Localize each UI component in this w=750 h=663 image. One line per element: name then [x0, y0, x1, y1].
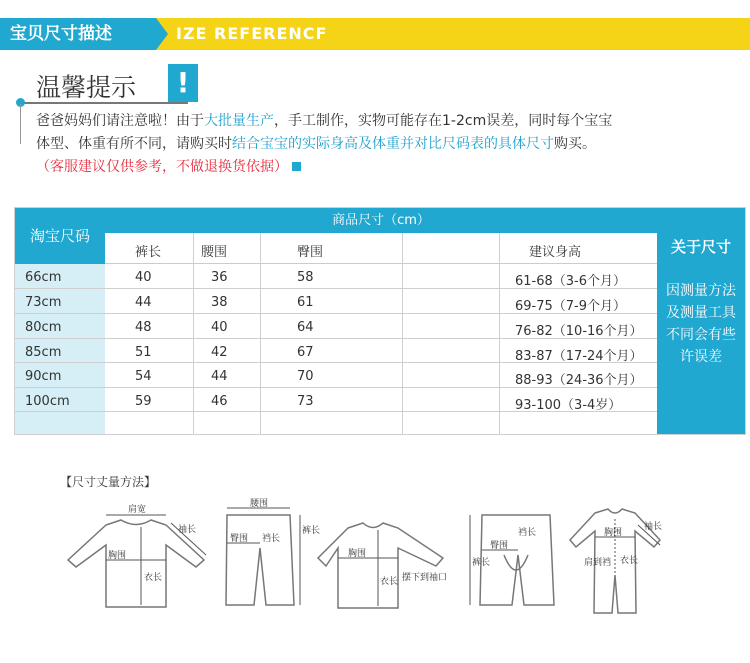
table-row-pants: 59 — [135, 394, 152, 409]
size-table — [14, 207, 746, 435]
label-sleeve: 袖长 — [178, 525, 197, 535]
column-header-waist: 腰围 — [201, 245, 228, 260]
table-row-waist: 44 — [211, 369, 228, 384]
tip-line-3: （客服建议仅供参考，不做退换货依据） — [36, 156, 748, 179]
top-diagram-svg — [66, 505, 216, 615]
table-row-height: 93-100（3-4岁） — [515, 398, 622, 413]
grid-line — [260, 233, 261, 434]
table-row-height: 76-82（10-16个月） — [515, 324, 643, 339]
label-shoulder: 肩宽 — [128, 505, 147, 515]
exclamation-icon: ! — [168, 64, 198, 102]
pants-diagram-svg — [222, 499, 321, 613]
label-hip: 臀围 — [230, 534, 249, 544]
romper-diagram — [570, 505, 670, 624]
column-header-height: 建议身高 — [529, 245, 582, 260]
label-hem-to-cuff: 摆下到袖口 — [402, 573, 448, 583]
label-chest: 胸围 — [348, 549, 367, 559]
grid-line — [193, 233, 194, 434]
table-row-hip: 70 — [297, 369, 314, 384]
divider — [20, 102, 188, 104]
section-header — [0, 18, 750, 50]
grid-line — [499, 233, 500, 434]
table-row-waist: 38 — [211, 295, 228, 310]
romper-diagram-svg — [570, 505, 670, 620]
measure-title: 【尺寸丈量方法】 — [60, 475, 157, 489]
divider — [20, 104, 21, 144]
label-sleeve: 袖长 — [644, 522, 663, 532]
table-row-pants: 48 — [135, 320, 152, 335]
table-row-hip: 67 — [297, 345, 314, 360]
table-row-size: 85cm — [25, 345, 62, 360]
table-row-pants: 51 — [135, 345, 152, 360]
tip-line-1: 爸爸妈妈们请注意啦！由于大批量生产，手工制作，实物可能存在1-2cm误差，同时每个宝宝 — [36, 113, 613, 129]
table-row-size: 80cm — [25, 320, 62, 335]
table-row-waist: 42 — [211, 345, 228, 360]
table-row-waist: 46 — [211, 394, 228, 409]
section-subtitle: IZE REFERENCF — [176, 24, 328, 43]
label-length: 衣长 — [620, 556, 639, 566]
table-row-height: 69-75（7-9个月） — [515, 299, 627, 314]
table-row-height: 88-93（24-36个月） — [515, 373, 643, 388]
arrow-icon — [156, 18, 168, 50]
table-row-hip: 61 — [297, 295, 314, 310]
table-row-height: 61-68（3-6个月） — [515, 274, 627, 289]
open-pants-diagram — [462, 505, 562, 619]
table-row-size: 73cm — [25, 295, 62, 310]
group-header: 商品尺寸（cm） — [105, 208, 657, 233]
label-chest: 胸围 — [108, 551, 127, 561]
table-row-pants: 40 — [135, 270, 152, 285]
tip-line-2: 体型、体重有所不同，请购买时结合宝宝的实际身高及体重并对比尺码表的具体尺寸购买。 — [36, 136, 596, 152]
raglan-top-diagram — [318, 518, 448, 622]
square-icon — [292, 162, 301, 171]
label-pants: 裤长 — [472, 558, 491, 568]
size-header: 淘宝尺码 — [15, 208, 105, 264]
open-pants-diagram-svg — [462, 505, 562, 615]
label-shoulder-to-crotch: 肩到裆 — [584, 558, 612, 568]
tip-text — [36, 110, 748, 179]
table-row-pants: 54 — [135, 369, 152, 384]
label-chest: 胸围 — [604, 528, 623, 538]
label-length: 衣长 — [144, 573, 163, 583]
table-row-hip: 73 — [297, 394, 314, 409]
top-diagram — [66, 505, 216, 619]
pants-diagram — [222, 499, 321, 617]
about-size-title: 关于尺寸 — [670, 238, 731, 256]
section-title: 宝贝尺寸描述 — [0, 18, 156, 50]
label-hip: 臀围 — [490, 541, 509, 551]
table-row-hip: 58 — [297, 270, 314, 285]
table-row-waist: 40 — [211, 320, 228, 335]
table-row-size: 66cm — [25, 270, 62, 285]
label-pants: 裤长 — [302, 526, 321, 536]
column-header-pants: 裤长 — [135, 245, 162, 260]
raglan-top-diagram-svg — [318, 518, 448, 618]
table-row-height: 83-87（17-24个月） — [515, 349, 643, 364]
about-size-text: 因测量方法 及测量工具 不同会有些 许误差 — [666, 283, 736, 365]
column-header-hip: 臀围 — [297, 245, 324, 260]
label-crotch: 裆长 — [262, 534, 281, 544]
table-row-hip: 64 — [297, 320, 314, 335]
label-waist: 腰围 — [250, 499, 269, 509]
table-row-size: 90cm — [25, 369, 62, 384]
label-crotch: 裆长 — [518, 528, 537, 538]
grid-line — [402, 233, 403, 434]
tip-title: 温馨提示 — [36, 73, 137, 102]
table-row-size: 100cm — [25, 394, 70, 409]
table-row-waist: 36 — [211, 270, 228, 285]
table-row-pants: 44 — [135, 295, 152, 310]
label-length: 衣长 — [380, 577, 399, 587]
about-size-panel — [657, 208, 745, 434]
